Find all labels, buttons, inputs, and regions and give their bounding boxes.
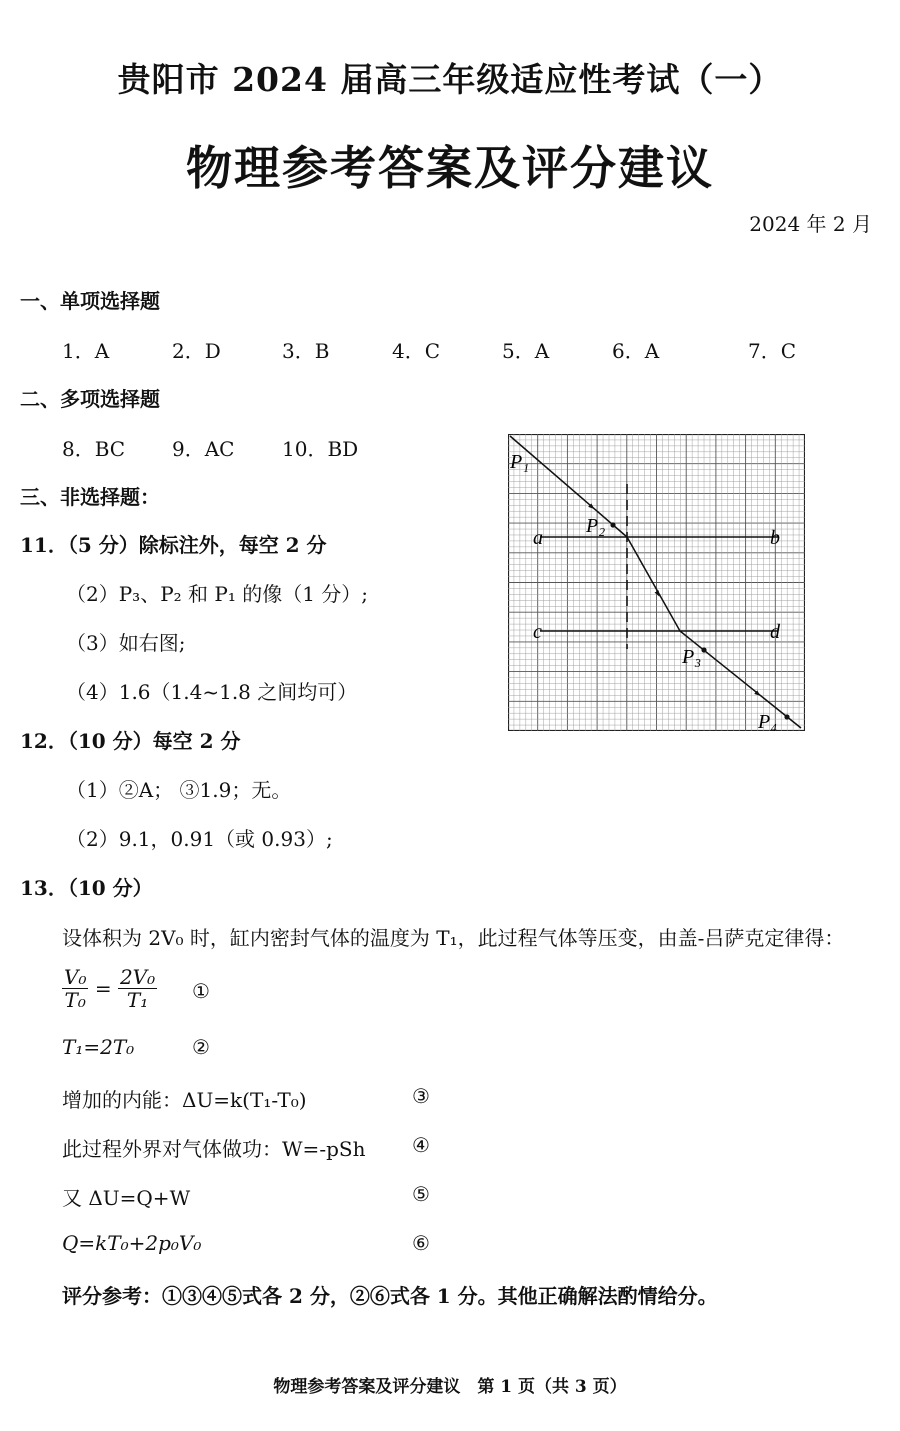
pin-p2-dot [610, 522, 615, 527]
answer-7: 7．C [748, 339, 797, 363]
exam-title: 贵阳市 2024 届高三年级适应性考试（一） [117, 60, 783, 99]
eq1-equals: = [94, 976, 112, 1001]
label-p2: P₂ [586, 515, 606, 537]
answer-4: 4．C [392, 339, 441, 363]
eq1-right-fraction [118, 966, 157, 1011]
eq1-right-denominator: T₁ [126, 988, 149, 1012]
q13-intro: 设体积为 2V₀ 时，缸内密封气体的温度为 T₁，此过程气体等压变，由盖-吕萨克定律得： [62, 926, 845, 950]
answer-5: 5．A [502, 339, 550, 363]
label-d: d [770, 621, 780, 643]
q13-scoring: 评分参考：①③④⑤式各 2 分，②⑥式各 1 分。其他正确解法酌情给分。 [62, 1284, 718, 1308]
q13-eq2: T₁=2T₀ [62, 1035, 135, 1059]
eq6-mark: ⑥ [412, 1231, 430, 1255]
q13-eq3: 增加的内能：ΔU=k(T₁-T₀) [62, 1088, 307, 1112]
eq1-mark: ① [192, 979, 210, 1003]
document-date: 2024 年 2 月 [749, 212, 872, 236]
answer-10: 10．BD [282, 437, 359, 461]
q12-part1: （1）②A； ③1.9；无。 [66, 778, 292, 802]
document-title: 物理参考答案及评分建议 [186, 141, 714, 195]
q13-eq4: 此过程外界对气体做功：W=-pSh [62, 1137, 366, 1161]
q11-part2: （2）P₃、P₂ 和 P₁ 的像（1 分）; [66, 582, 369, 606]
refraction-diagram [508, 434, 805, 731]
label-c: c [533, 621, 542, 643]
eq4-mark: ④ [412, 1133, 430, 1157]
q13-eq1 [62, 966, 157, 1011]
eq1-left-denominator: T₀ [64, 988, 86, 1012]
q13-eq5: 又 ΔU=Q+W [62, 1186, 191, 1210]
answer-8: 8．BC [62, 437, 126, 461]
q13-heading: 13．（10 分） [20, 876, 153, 900]
eq3-mark: ③ [412, 1084, 430, 1108]
section2-heading: 二、多项选择题 [20, 387, 160, 411]
section1-heading: 一、单项选择题 [20, 289, 160, 313]
eq1-right-numerator: 2V₀ [119, 965, 156, 989]
pin-p4-dot [784, 714, 789, 719]
q12-part2: （2）9.1，0.91（或 0.93）; [66, 827, 333, 851]
q11-heading: 11．（5 分）除标注外，每空 2 分 [20, 533, 327, 557]
label-a: a [533, 527, 543, 549]
page-footer: 物理参考答案及评分建议 第 1 页（共 3 页） [273, 1377, 627, 1397]
answer-9: 9．AC [172, 437, 235, 461]
label-p3: P₃ [682, 646, 702, 668]
q12-heading: 12．（10 分）每空 2 分 [20, 729, 241, 753]
q11-part3: （3）如右图; [66, 631, 186, 655]
answer-3: 3．B [282, 339, 330, 363]
pin-p3-dot [701, 647, 706, 652]
label-p1: P₁ [510, 451, 530, 473]
eq1-left-fraction [62, 966, 88, 1011]
eq1-left-numerator: V₀ [64, 965, 87, 989]
answer-6: 6．A [612, 339, 660, 363]
answer-1: 1．A [62, 339, 110, 363]
label-p4: P₄ [758, 711, 778, 731]
q11-part4: （4）1.6（1.4~1.8 之间均可） [66, 680, 358, 704]
eq5-mark: ⑤ [412, 1182, 430, 1206]
refraction-figure [508, 434, 805, 731]
label-b: b [770, 527, 780, 549]
answer-2: 2．D [172, 339, 221, 363]
q13-eq6: Q=kT₀+2p₀V₀ [62, 1231, 202, 1255]
eq2-mark: ② [192, 1035, 210, 1059]
section3-heading: 三、非选择题： [20, 485, 160, 509]
